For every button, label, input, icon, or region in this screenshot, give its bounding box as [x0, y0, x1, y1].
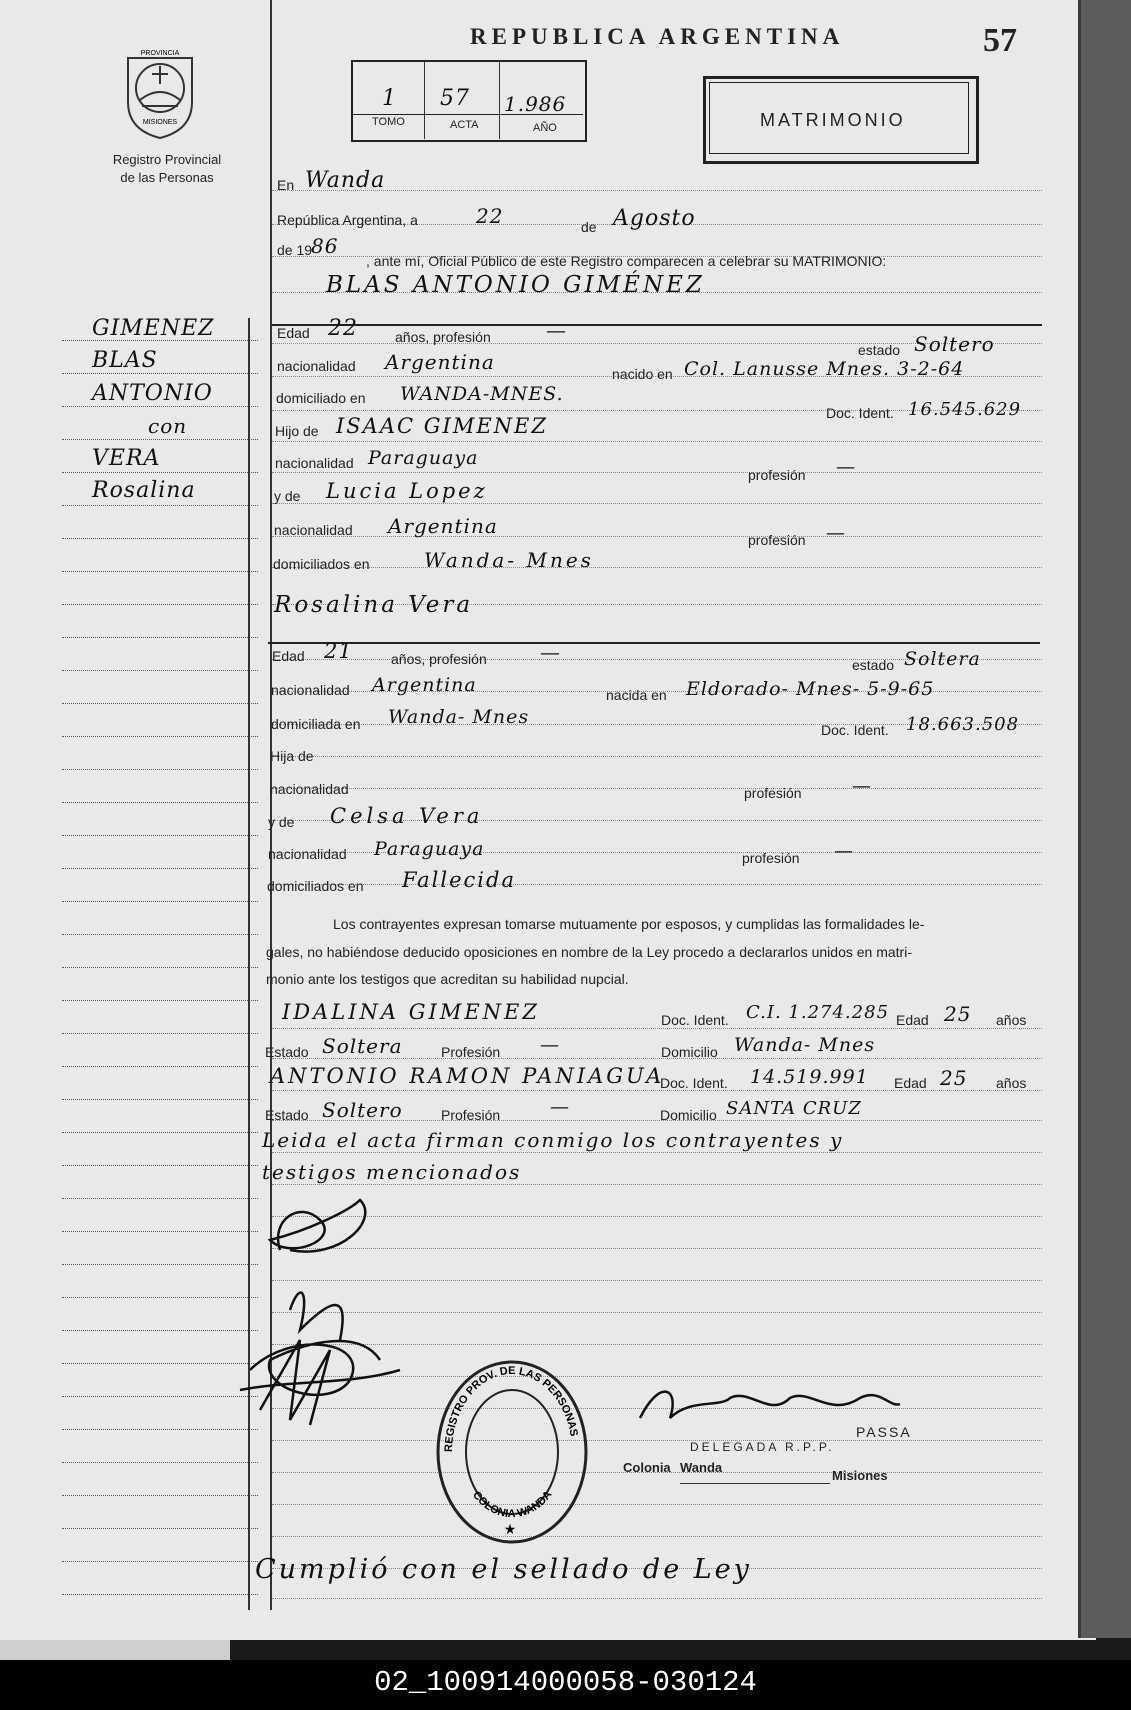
margin-rule-line: [62, 571, 258, 572]
body-rule-line: [272, 1536, 1042, 1537]
margin-rule-line: [62, 406, 258, 407]
de19-label: de 19: [277, 242, 313, 258]
margin-rule-line: [62, 373, 258, 374]
groom-profesion: —: [546, 318, 567, 342]
groom-edad: 22: [328, 316, 358, 341]
bride-edad-label: Edad: [272, 648, 305, 664]
groom-domicilio: WANDA-MNES.: [400, 383, 564, 405]
official-place-underline: [680, 1483, 830, 1484]
margin-rule-line: [62, 1231, 258, 1232]
groom-nacionalidad: Argentina: [385, 350, 495, 374]
svg-text:REGISTRO PROV. DE LAS PERSONAS: [443, 1365, 580, 1452]
page-number: 57: [983, 22, 1017, 59]
declaration-line-3: monio ante los testigos que acreditan su habilidad nupcial.: [266, 971, 629, 987]
margin-rule-line: [62, 769, 258, 770]
bride-estado: Soltera: [904, 648, 981, 670]
groom-nacido: Col. Lanusse Mnes. 3-2-64: [684, 358, 965, 380]
groom-full-name: BLAS ANTONIO GIMÉNEZ: [326, 272, 705, 298]
emblem-bottom-text: MISIONES: [142, 119, 178, 126]
groom-hijo-label: Hijo de: [275, 423, 319, 439]
bride-madre-prof-label: profesión: [742, 850, 800, 866]
witness-1-estado-label: Estado: [265, 1044, 309, 1060]
witness-2-profesion: —: [550, 1096, 570, 1118]
margin-rule-line: [62, 1198, 258, 1199]
groom-padre-prof-label: profesión: [748, 467, 806, 483]
groom-madre: Lucia Lopez: [326, 479, 488, 503]
registry-line-2: de las Personas: [120, 170, 214, 185]
bride-nacionalidad: Argentina: [372, 674, 477, 696]
groom-yde-label: y de: [274, 488, 301, 504]
groom-padre-prof: —: [836, 456, 856, 478]
witness-2-prof-label: Profesión: [441, 1107, 501, 1123]
book-spine: [1078, 0, 1131, 1638]
margin-rule-line: [62, 1363, 258, 1364]
witness-2-estado-label: Estado: [265, 1107, 309, 1123]
margin-column: [0, 0, 265, 1640]
groom-estado: Soltero: [914, 332, 995, 356]
body-rule-line: [272, 567, 1042, 568]
republica-label: República Argentina, a: [277, 212, 418, 228]
month-value: Agosto: [613, 206, 696, 231]
registry-name: [92, 151, 242, 187]
margin-rule-line: [62, 967, 258, 968]
margin-rule-line: [62, 901, 258, 902]
bride-section-rule: [268, 642, 1040, 644]
witness-2-name: ANTONIO RAMON PANIAGUA: [270, 1064, 665, 1088]
body-rule-line: [272, 1184, 1042, 1185]
margin-rule-line: [62, 1462, 258, 1463]
bride-prof-label: años, profesión: [391, 651, 487, 667]
margin-rule-line: [62, 835, 258, 836]
closing-line-2: testigos mencionados: [262, 1160, 522, 1184]
margin-rule-line: [62, 472, 258, 473]
bride-nacida: Eldorado- Mnes- 5-9-65: [686, 678, 935, 700]
witness-2-domicilio: SANTA CRUZ: [726, 1098, 862, 1119]
emblem-top-text: PROVINCIA: [140, 50, 180, 57]
margin-name-2: ANTONIO: [92, 381, 213, 406]
closing-line-1: Leida el acta firman conmigo los contrayentes y: [262, 1128, 844, 1152]
declaration-line-1: Los contrayentes expresan tomarse mutuamente por esposos, y cumplidas las formalidades le-: [333, 916, 925, 932]
body-rule-line: [272, 1028, 1042, 1029]
witness-2-doc: 14.519.991: [750, 1066, 869, 1088]
seal-top-text: REGISTRO PROV. DE LAS PERSONAS: [442, 1364, 580, 1453]
witness-1-domicilio: Wanda- Mnes: [734, 1034, 876, 1056]
witness-1-doc-label: Doc. Ident.: [661, 1012, 729, 1028]
bride-padre-prof: —: [852, 775, 872, 797]
groom-doms-label: domiciliados en: [273, 556, 370, 572]
witness-2-anios-label: años: [996, 1075, 1027, 1091]
en-label: En: [277, 177, 295, 193]
margin-rule-line: [62, 1264, 258, 1265]
margin-rule-line: [62, 1165, 258, 1166]
witness-1-estado: Soltera: [322, 1034, 403, 1058]
margin-name-1: BLAS: [92, 348, 158, 373]
year-value: 86: [311, 234, 339, 258]
margin-rule-line: [62, 439, 258, 440]
bride-doms-label: domiciliados en: [267, 878, 364, 894]
country-heading: REPUBLICA ARGENTINA: [470, 24, 845, 49]
bride-doc: 18.663.508: [906, 714, 1020, 735]
witness-2-estado: Soltero: [322, 1098, 403, 1122]
groom-section-rule: [272, 324, 1042, 326]
groom-edad-label: Edad: [277, 325, 310, 341]
groom-doc-label: Doc. Ident.: [826, 405, 894, 421]
document-type: MATRIMONIO: [760, 110, 906, 130]
bride-profesion: —: [540, 640, 561, 664]
witness-1-anios-label: años: [996, 1012, 1027, 1028]
body-rule-line: [272, 788, 1042, 789]
body-rule-line: [272, 1598, 1042, 1599]
witness-1-dom-label: Domicilio: [661, 1044, 718, 1060]
bride-doc-label: Doc. Ident.: [821, 722, 889, 738]
witness-2-edad: 25: [940, 1066, 968, 1090]
margin-rule-line: [62, 538, 258, 539]
body-rule-line: [272, 756, 1042, 757]
witness-2-doc-label: Doc. Ident.: [660, 1075, 728, 1091]
bride-edad: 21: [324, 639, 353, 663]
margin-rule-line: [62, 1528, 258, 1529]
official-province: Misiones: [832, 1468, 888, 1483]
svg-text:★: ★: [503, 1521, 517, 1537]
tomo-value: 1: [382, 86, 397, 111]
comparecen-text: , ante mí, Oficial Público de este Registro comparecen a celebrar su MATRIMONIO:: [366, 253, 887, 269]
registry-line-1: Registro Provincial: [112, 152, 222, 167]
margin-rule-line: [62, 1099, 258, 1100]
ano-value: 1.986: [504, 92, 567, 116]
margin-rule-line: [62, 1396, 258, 1397]
witness-1-edad: 25: [944, 1002, 972, 1026]
groom-padre: ISAAC GIMENEZ: [336, 414, 548, 438]
bride-domicilio: Wanda- Mnes: [388, 706, 530, 728]
margin-rule-line: [62, 1066, 258, 1067]
bride-madre-nac: Paraguaya: [374, 838, 485, 860]
margin-con: con: [148, 414, 188, 438]
margin-rule-line: [62, 1495, 258, 1496]
witness-2-dom-label: Domicilio: [660, 1107, 717, 1123]
groom-madre-prof-label: profesión: [748, 532, 806, 548]
groom-madre-nac: Argentina: [388, 514, 498, 538]
groom-dom-label: domiciliado en: [276, 390, 366, 406]
margin-rule-line: [62, 670, 258, 671]
margin-bride-name: Rosalina: [92, 478, 196, 503]
bride-madre: Celsa Vera: [330, 804, 484, 828]
margin-rule-line: [62, 868, 258, 869]
witness-2-edad-label: Edad: [894, 1075, 927, 1091]
bride-padre-nac-label: nacionalidad: [270, 781, 349, 797]
sellado-note: Cumplió con el sellado de Ley: [255, 1554, 752, 1585]
margin-rule-line: [62, 1561, 258, 1562]
de-label: de: [581, 219, 597, 235]
groom-prof-label: años, profesión: [395, 329, 491, 345]
witness-1-edad-label: Edad: [896, 1012, 929, 1028]
witness-1-name: IDALINA GIMENEZ: [282, 1000, 540, 1024]
margin-rule-line: [62, 736, 258, 737]
official-name: PASSA: [856, 1424, 912, 1440]
margin-rule-line: [62, 1429, 258, 1430]
witness-1-profesion: —: [540, 1034, 560, 1056]
margin-surname: GIMENEZ: [92, 316, 215, 341]
seal-bottom-text: COLONIA WANDA: [470, 1488, 555, 1521]
groom-padres-dom: Wanda- Mnes: [424, 548, 594, 572]
bride-nac-label: nacionalidad: [271, 682, 350, 698]
body-rule-line: [272, 503, 1042, 504]
official-place: Wanda: [680, 1460, 723, 1475]
groom-nacido-label: nacido en: [612, 366, 673, 382]
official-place-label: Colonia: [623, 1460, 671, 1475]
acta-value: 57: [440, 86, 470, 111]
bride-estado-label: estado: [852, 657, 895, 673]
record-box-divider-1: [424, 62, 425, 139]
margin-rule-line: [62, 703, 258, 704]
groom-madre-nac-label: nacionalidad: [274, 522, 353, 538]
bride-madre-prof: —: [834, 840, 854, 862]
margin-rule-line: [62, 1330, 258, 1331]
body-rule-line: [272, 441, 1042, 442]
record-box-divider-2: [499, 62, 500, 139]
bride-padres-dom: Fallecida: [402, 868, 516, 892]
groom-padre-nac-label: nacionalidad: [275, 455, 354, 471]
margin-rule-line: [62, 1297, 258, 1298]
ano-label: AÑO: [533, 122, 557, 134]
groom-padre-nac: Paraguaya: [368, 447, 479, 469]
margin-rule-line: [62, 340, 258, 341]
en-value: Wanda: [305, 168, 386, 193]
declaration-line-2: gales, no habiéndose deducido oposiciones en nombre de la Ley procedo a declararlos unidos en matri-: [266, 944, 912, 960]
groom-estado-label: estado: [858, 342, 901, 358]
body-rule-line: [272, 1504, 1042, 1505]
margin-rule-line: [62, 934, 258, 935]
body-rule-line: [272, 1152, 1042, 1153]
tomo-label: TOMO: [372, 116, 405, 128]
bride-madre-nac-label: nacionalidad: [268, 846, 347, 862]
scan-file-id: 02_100914000058-030124: [374, 1666, 757, 1699]
groom-doc: 16.545.629: [908, 399, 1022, 420]
svg-text:COLONIA WANDA: [470, 1489, 554, 1521]
provincial-emblem: [118, 44, 202, 140]
registry-seal: [430, 1356, 600, 1556]
margin-rule-line: [62, 637, 258, 638]
body-rule-line: [272, 884, 1042, 885]
margin-rule-line: [62, 1594, 258, 1595]
margin-rule-line: [62, 604, 258, 605]
bride-nacida-label: nacida en: [606, 687, 667, 703]
margin-rule-line: [62, 1132, 258, 1133]
official-title: DELEGADA R.P.P.: [690, 1440, 835, 1454]
margin-rule-line: [62, 1033, 258, 1034]
witness-1-prof-label: Profesión: [441, 1044, 501, 1060]
bride-yde-label: y de: [268, 814, 295, 830]
groom-nac-label: nacionalidad: [277, 358, 356, 374]
body-rule-line: [272, 1058, 1042, 1059]
margin-rule-line: [62, 802, 258, 803]
signatures: [230, 1190, 420, 1430]
bride-full-name: Rosalina Vera: [274, 592, 474, 618]
body-rule-line: [272, 190, 1042, 191]
bride-padre-prof-label: profesión: [744, 785, 802, 801]
body-rule-line: [272, 472, 1042, 473]
margin-bride-surname: VERA: [92, 446, 161, 471]
margin-rule-line: [62, 1000, 258, 1001]
bride-dom-label: domiciliada en: [271, 716, 361, 732]
witness-1-doc: C.I. 1.274.285: [746, 1002, 890, 1023]
groom-madre-prof: —: [826, 522, 846, 544]
page-bottom-strip: [0, 1640, 230, 1660]
day-value: 22: [476, 204, 504, 228]
bride-hija-label: Hija de: [270, 748, 314, 764]
margin-rule-line: [62, 505, 258, 506]
acta-label: ACTA: [450, 119, 479, 131]
